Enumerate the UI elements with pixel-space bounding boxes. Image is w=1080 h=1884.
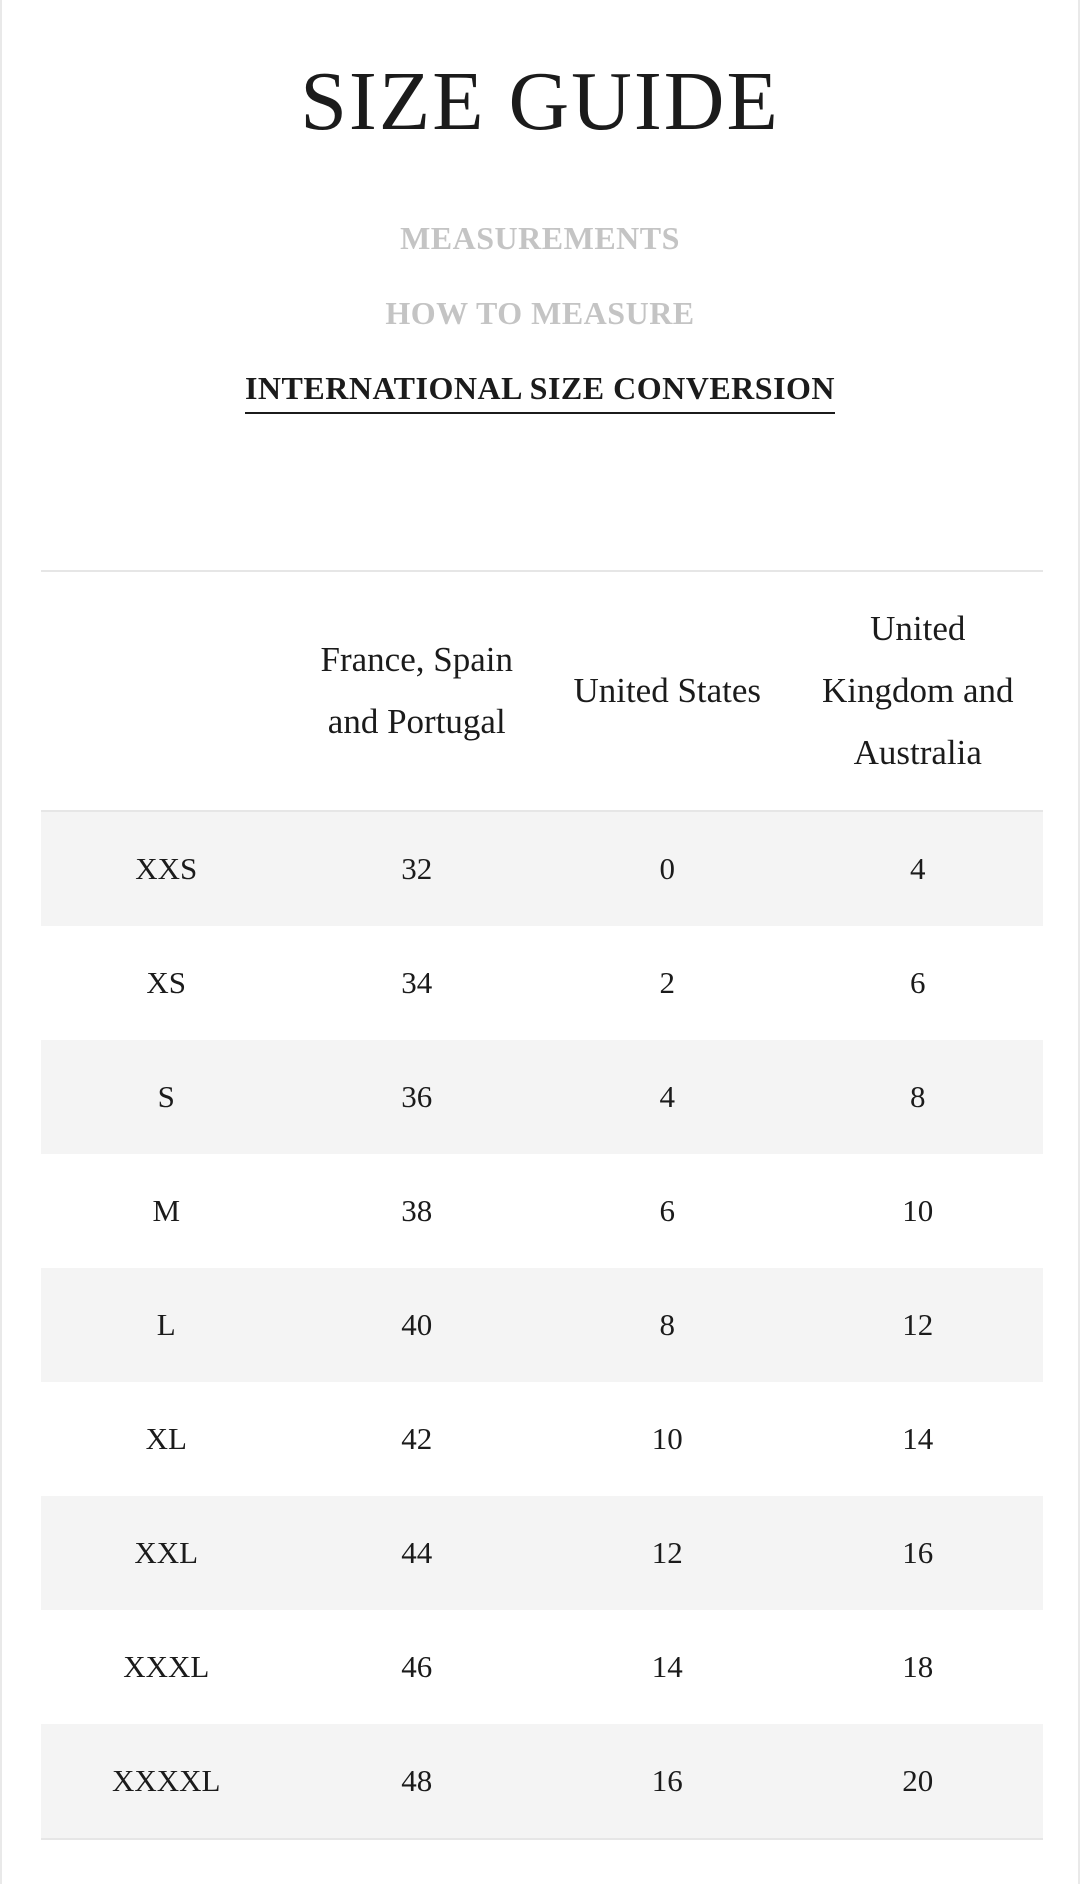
cell-eu: 36 (401, 1079, 433, 1114)
cell-uk: 10 (902, 1193, 934, 1228)
cell-us: 8 (659, 1307, 675, 1342)
table-body (41, 812, 1043, 1840)
cell-uk: 8 (910, 1079, 926, 1114)
table-row (41, 1268, 1043, 1382)
cell-us: 6 (659, 1193, 675, 1228)
cell-uk: 12 (902, 1307, 934, 1342)
cell-uk: 4 (910, 851, 926, 886)
cell-size: M (152, 1193, 181, 1228)
cell-size: XXXXL (112, 1763, 221, 1798)
table-row (41, 1496, 1043, 1610)
tab-how-to-measure[interactable]: HOW TO MEASURE (385, 295, 695, 331)
header-united-states: United States (573, 671, 762, 710)
cell-us: 12 (651, 1535, 683, 1570)
table-row (41, 812, 1043, 926)
cell-us: 4 (659, 1079, 675, 1114)
table-row (41, 1724, 1043, 1838)
cell-uk: 14 (902, 1421, 934, 1456)
cell-uk: 20 (902, 1763, 934, 1798)
cell-us: 16 (651, 1763, 683, 1798)
tab-international-size-conversion[interactable]: INTERNATIONAL SIZE CONVERSION (245, 368, 835, 414)
cell-us: 14 (651, 1649, 683, 1684)
cell-eu: 32 (401, 851, 433, 886)
size-conversion-table (41, 570, 1043, 1840)
cell-uk: 6 (910, 965, 926, 1000)
cell-eu: 44 (401, 1535, 433, 1570)
table-row (41, 1610, 1043, 1724)
cell-eu: 38 (401, 1193, 433, 1228)
cell-us: 2 (659, 965, 675, 1000)
table-row (41, 1382, 1043, 1496)
cell-uk: 18 (902, 1649, 934, 1684)
tab-measurements[interactable]: MEASUREMENTS (400, 220, 680, 256)
cell-size: XL (145, 1421, 187, 1456)
cell-us: 0 (659, 851, 675, 886)
cell-size: XS (146, 965, 187, 1000)
table-row (41, 1154, 1043, 1268)
cell-uk: 16 (902, 1535, 934, 1570)
cell-eu: 46 (401, 1649, 433, 1684)
page-title: SIZE GUIDE (300, 55, 780, 148)
table-row (41, 1040, 1043, 1154)
cell-eu: 34 (401, 965, 433, 1000)
cell-eu: 48 (401, 1763, 433, 1798)
cell-us: 10 (651, 1421, 683, 1456)
table-header-row (41, 572, 1043, 812)
size-guide-page (2, 0, 1078, 1884)
tab-list (2, 218, 1078, 414)
cell-size: XXXL (123, 1649, 210, 1684)
header-uk-australia: United Kingdom and Australia (821, 609, 1014, 772)
cell-eu: 42 (401, 1421, 433, 1456)
cell-size: XXS (135, 851, 198, 886)
cell-size: S (157, 1079, 175, 1114)
header-france-spain-portugal: France, Spain and Portugal (320, 640, 513, 741)
cell-size: XXL (134, 1535, 199, 1570)
cell-size: L (156, 1307, 176, 1342)
table-row (41, 926, 1043, 1040)
cell-eu: 40 (401, 1307, 433, 1342)
